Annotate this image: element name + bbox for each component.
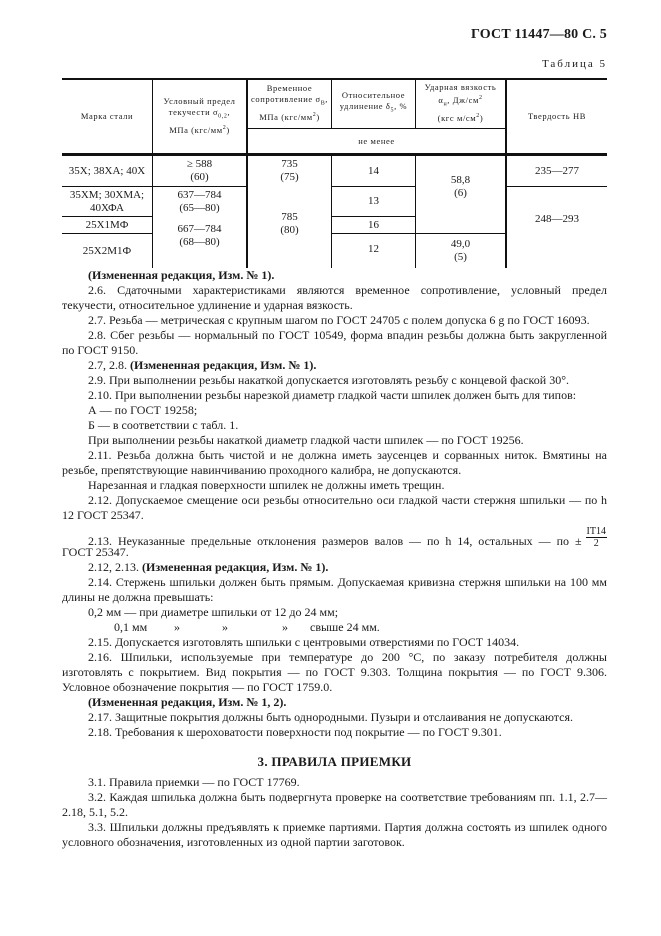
tensile-kgf-value: (75) bbox=[280, 171, 299, 183]
clause-2-17: 2.17. Защитные покрытия должны быть однородными. Пузыри и отслаивания не допускаются. bbox=[88, 710, 574, 724]
col-header-grade bbox=[62, 78, 152, 154]
clause-2-13-tail: ГОСТ 25347. bbox=[62, 545, 129, 559]
col-header-impact-unit: , Дж/см bbox=[447, 95, 479, 106]
clause-2-10-type-a: А — по ГОСТ 19258; bbox=[88, 403, 198, 417]
amendment-note: (Измененная редакция, Изм. № 1). bbox=[130, 358, 317, 372]
elongation-value: 16 bbox=[368, 218, 379, 231]
table-row-1-hardness bbox=[507, 156, 607, 186]
clause-2-10-type-b: Б — в соответствии с табл. 1. bbox=[88, 418, 239, 432]
clause-3-3: 3.3. Шпильки должны предъявлять к приемке партиями. Партия должна состоять из шпилек одного условного обозначения, изготовленных из одной партии заготовок. bbox=[62, 820, 607, 849]
table-row-1-3-impact bbox=[416, 156, 505, 218]
impact-kgf-value: (5) bbox=[454, 251, 467, 263]
clause-2-12-2-13-amendment bbox=[62, 560, 607, 575]
col-header-yield-l2: текучести σ bbox=[168, 107, 219, 118]
elongation-subscript: 5 bbox=[390, 107, 395, 114]
sup-2: 2 bbox=[312, 111, 317, 118]
clause-2-7-2-8-amendment bbox=[62, 358, 607, 373]
grade-value-l2: 40ХФА bbox=[90, 201, 124, 214]
fraction-numerator: IT14 bbox=[586, 526, 606, 537]
sup-2: 2 bbox=[478, 95, 483, 102]
grade-value-l1: 35ХМ; 30ХМА; bbox=[69, 188, 145, 201]
col-header-impact-alpha: α bbox=[438, 95, 444, 106]
col-header-tensile-l3: МПа (кгс/мм bbox=[259, 111, 313, 122]
col-header-tensile-l2: сопротивление σ bbox=[250, 94, 321, 105]
clause-2-18: 2.18. Требования к шероховатости поверхности под покрытие — по ГОСТ 9.301. bbox=[88, 725, 502, 739]
col-header-impact-l1: Ударная вязкость bbox=[424, 82, 497, 93]
it14-fraction bbox=[586, 526, 607, 549]
clause-3-1: 3.1. Правила приемки — по ГОСТ 17769. bbox=[88, 775, 300, 789]
table-row-4-grade bbox=[62, 234, 152, 268]
col-header-elongation-l2: удлинение δ bbox=[339, 100, 391, 111]
clause-2-16: 2.16. Шпильки, используемые при температуре до 200 °С, по заказу потребителя должны изготовлять с покрытием. Вид покрытия — по ГОСТ 9.303. Толщина покрытия — по ГОСТ 9.306. Условное обозначение покрытия — по ГОСТ 1759.0. bbox=[62, 650, 607, 694]
grade-value: 25Х1МФ bbox=[85, 218, 129, 231]
impact-subscript: н bbox=[443, 101, 448, 108]
not-less-text: не менее bbox=[358, 135, 395, 146]
elongation-value: 12 bbox=[368, 242, 379, 255]
yield-kgf-value: (65—80) bbox=[179, 201, 220, 214]
table-row-2-grade bbox=[62, 187, 152, 216]
table-row-2-elongation bbox=[332, 187, 415, 216]
properties-table bbox=[62, 78, 607, 268]
grade-value: 25Х2М1Ф bbox=[82, 244, 132, 257]
yield-value: 667—784 bbox=[177, 223, 222, 235]
clause-3-2: 3.2. Каждая шпилька должна быть подвергнута проверке на соответствие требованиям пп. 1.1, 2.7—2.18, 5.1, 5.2. bbox=[62, 790, 607, 819]
col-header-tensile: Временное сопротивление $\sigma_В$, МПа $(кгс/мм^2)$ bbox=[250, 83, 329, 122]
col-header-hardness bbox=[507, 78, 607, 154]
clause-2-14-limit-b bbox=[62, 620, 607, 635]
table-row-3-grade bbox=[62, 217, 152, 233]
sup-2: 2 bbox=[222, 124, 227, 131]
yield-subscript: 0,2 bbox=[218, 113, 228, 120]
fraction-denominator: 2 bbox=[593, 538, 599, 549]
clause-2-13-text: 2.13. Неуказанные предельные отклонения размеров валов — по h 14, остальных — по ± bbox=[88, 534, 582, 548]
ditto-mark: » bbox=[222, 620, 228, 634]
amendment-note: (Измененная редакция, Изм. № 1). bbox=[142, 560, 329, 574]
col-header-tensile-l1: Временное bbox=[266, 83, 313, 94]
impact-value: 58,8 bbox=[450, 174, 471, 186]
hardness-value: 248—293 bbox=[535, 213, 579, 225]
clause-ref: 2.12, 2.13. bbox=[88, 560, 142, 574]
table-row-4-impact bbox=[416, 234, 505, 268]
col-header-yield-l1: Условный предел bbox=[163, 96, 236, 107]
clause-2-10: 2.10. При выполнении резьбы нарезкой диаметр гладкой части шпилек должен быть для типов: bbox=[88, 388, 577, 402]
clause-2-12: 2.12. Допускаемое смещение оси резьбы относительно оси гладкой части стержня шпильки — по h 12 ГОСТ 25347. bbox=[62, 493, 607, 522]
clause-2-10-rolled: При выполнении резьбы накаткой диаметр гладкой части шпилек — по ГОСТ 19256. bbox=[88, 433, 524, 447]
tensile-value: 785 bbox=[281, 211, 298, 223]
clause-2-7: 2.7. Резьба — метрическая с крупным шагом по ГОСТ 24705 с полем допуска 6 g по ГОСТ 16093. bbox=[88, 313, 590, 327]
amendment-note: (Измененная редакция, Изм. № 1). bbox=[88, 268, 275, 282]
tensile-kgf-value: (80) bbox=[280, 224, 299, 236]
elongation-value: 14 bbox=[368, 164, 379, 177]
clause-2-11: 2.11. Резьба должна быть чистой и не должна иметь заусенцев и сорванных ниток. Вмятины на резьбе, препятствующие навинчиванию проходного калибра, не допускаются. bbox=[62, 448, 607, 477]
col-header-grade-label: Марка стали bbox=[80, 110, 134, 121]
col-header-yield: Условный предел текучести $\sigma_{0,2}$, МПа $(кгс/мм^2)$ bbox=[163, 96, 236, 135]
yield-kgf-value: (68—80) bbox=[179, 236, 220, 248]
impact-value: 49,0 bbox=[450, 238, 471, 250]
elongation-unit: , % bbox=[394, 100, 408, 111]
page-header: ГОСТ 11447—80 С. 5 bbox=[470, 27, 607, 42]
elongation-value: 13 bbox=[368, 195, 379, 207]
clause-2-14: 2.14. Стержень шпильки должен быть прямым. Допускаемая кривизна стержня шпильки на 100 мм длины не должна превышать: bbox=[62, 575, 607, 604]
clause-2-6: 2.6. Сдаточными характеристиками являются временное сопротивление, условный предел текучести, относительное удлинение и ударная вязкость. bbox=[62, 283, 607, 312]
table-caption: Таблица 5 bbox=[541, 58, 607, 70]
clause-2-8: 2.8. Сбег резьбы — нормальный по ГОСТ 10549, форма впадин резьбы должна быть закругленной по ГОСТ 9150. bbox=[62, 328, 607, 357]
clause-ref: 2.7, 2.8. bbox=[88, 358, 130, 372]
col-header-elongation bbox=[332, 78, 415, 128]
col-header-impact-l3: (кгс м/см bbox=[437, 112, 477, 123]
table-row-2-4-tensile bbox=[248, 187, 331, 268]
table-row-4-elongation bbox=[332, 234, 415, 264]
not-less-label bbox=[248, 129, 505, 153]
ditto-mark: » bbox=[282, 620, 288, 634]
yield-kgf-value: (60) bbox=[190, 171, 209, 183]
col-header-elongation-l1: Относительное bbox=[341, 89, 406, 100]
document-body bbox=[62, 268, 607, 850]
table-row-1-yield bbox=[153, 156, 246, 186]
table-row-3-elongation bbox=[332, 217, 415, 233]
table-row-1-tensile bbox=[248, 156, 331, 186]
ditto-mark: » bbox=[174, 620, 180, 634]
yield-value: 637—784 bbox=[177, 188, 222, 201]
table-row-1-grade bbox=[62, 156, 152, 186]
col-header-impact: Ударная вязкость $\alpha_н$, $Дж/см^2$ (кгс $м/см^2$) bbox=[424, 82, 497, 123]
table-row-2-4-hardness bbox=[507, 187, 607, 268]
yield-value: ≥ 588 bbox=[186, 158, 213, 170]
section-3-title: 3. ПРАВИЛА ПРИЕМКИ bbox=[257, 754, 412, 769]
col-header-hardness-label: Твердость НВ bbox=[528, 110, 586, 121]
impact-kgf-value: (6) bbox=[454, 187, 467, 199]
limit-value: 0,1 мм bbox=[114, 620, 148, 634]
hardness-value: 235—277 bbox=[535, 164, 579, 177]
tensile-value: 735 bbox=[281, 158, 298, 170]
table-row-2-yield bbox=[153, 187, 246, 216]
tensile-subscript: В bbox=[320, 100, 326, 107]
clause-2-13 bbox=[62, 526, 607, 560]
amendment-note-1-2: (Измененная редакция, Изм. № 1, 2). bbox=[88, 695, 287, 709]
grade-value: 35Х; 38ХА; 40Х bbox=[68, 164, 146, 177]
clause-2-14-limit-a: 0,2 мм — при диаметре шпильки от 12 до 24 мм; bbox=[88, 605, 339, 619]
clause-2-9: 2.9. При выполнении резьбы накаткой допускается изготовлять резьбу с концевой фаской 30°. bbox=[88, 373, 569, 387]
col-header-yield-l3: МПа (кгс/мм bbox=[169, 124, 223, 135]
sup-2: 2 bbox=[476, 112, 480, 119]
clause-2-15: 2.15. Допускается изготовлять шпильки с центровыми отверстиями по ГОСТ 14034. bbox=[88, 635, 520, 649]
limit-condition: свыше 24 мм. bbox=[310, 620, 380, 634]
clause-2-11-cracks: Нарезанная и гладкая поверхности шпилек не должны иметь трещин. bbox=[88, 478, 445, 492]
table-row-1-elongation bbox=[332, 156, 415, 186]
table-row-3-4-yield bbox=[153, 217, 246, 268]
